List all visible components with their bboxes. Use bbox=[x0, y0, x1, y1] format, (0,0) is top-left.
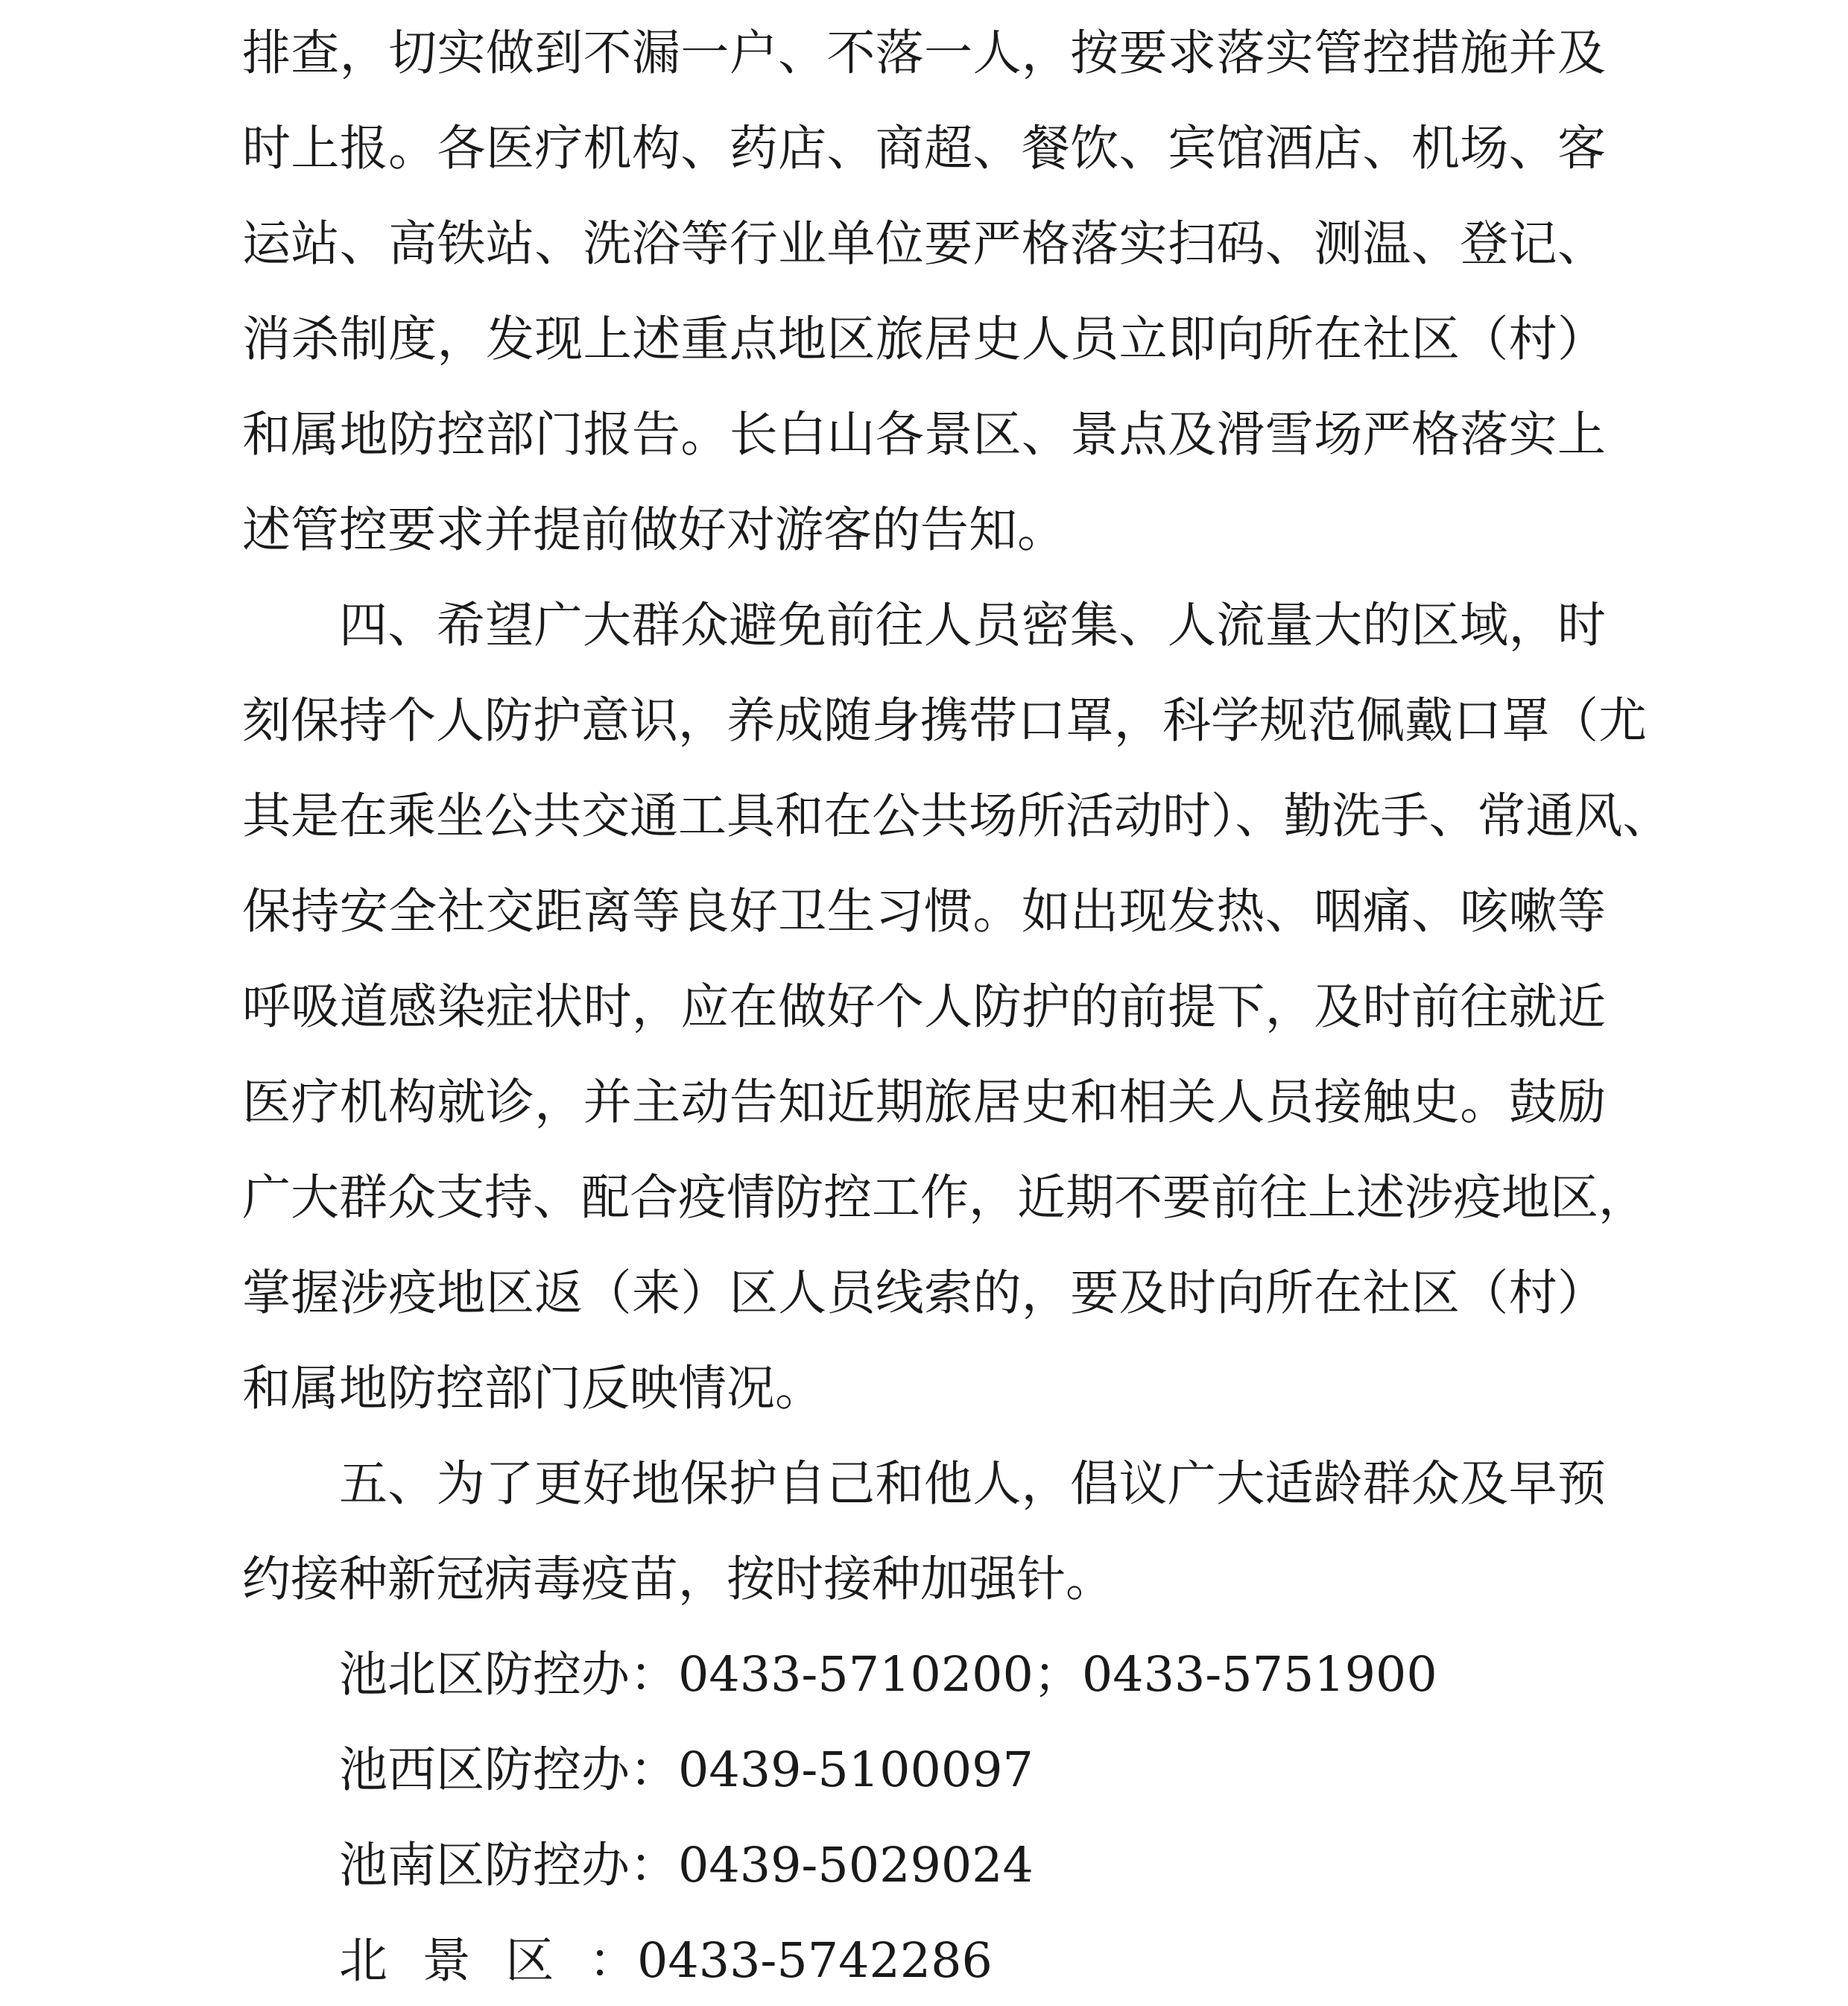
contact-chibei bbox=[339, 1638, 1437, 1712]
body-line-13: 广大群众支持、配合疫情防控工作，近期不要前往上述涉疫地区， bbox=[242, 1170, 1648, 1226]
body-line-17: 约接种新冠病毒疫苗，按时接种加强针。 bbox=[242, 1551, 1115, 1607]
section-four-first-line: 四、希望广大群众避免前往人员密集、人流量大的区域，时 bbox=[339, 598, 1606, 654]
body-line-14: 掌握涉疫地区返（来）区人员线索的，要及时向所在社区（村） bbox=[242, 1265, 1606, 1321]
body-line-3: 运站、高铁站、洗浴等行业单位要严格落实扫码、测温、登记、 bbox=[242, 216, 1606, 272]
body-line-5: 和属地防控部门报告。长白山各景区、景点及滑雪场严格落实上 bbox=[242, 407, 1606, 463]
body-line-10: 保持安全社交距离等良好卫生习惯。如出现发热、咽痛、咳嗽等 bbox=[242, 884, 1606, 940]
contact-label: 北景区： bbox=[339, 1933, 637, 1989]
body-line-11: 呼吸道感染症状时，应在做好个人防护的前提下，及时前往就近 bbox=[242, 979, 1606, 1035]
contact-label: 池北区防控办： bbox=[339, 1647, 679, 1703]
section-five-first-line: 五、为了更好地保护自己和他人，倡议广大适龄群众及早预 bbox=[339, 1456, 1606, 1512]
contact-label: 池南区防控办： bbox=[339, 1838, 679, 1893]
body-line-6: 述管控要求并提前做好对游客的告知。 bbox=[242, 502, 1066, 558]
body-line-2: 时上报。各医疗机构、药店、商超、餐饮、宾馆酒店、机场、客 bbox=[242, 121, 1606, 177]
contact-beijing bbox=[339, 1924, 993, 1999]
contact-chixi bbox=[339, 1733, 1034, 1808]
body-line-8: 刻保持个人防护意识，养成随身携带口罩，科学规范佩戴口罩（尤 bbox=[242, 693, 1648, 749]
contact-chinan bbox=[339, 1829, 1034, 1903]
body-line-1: 排查，切实做到不漏一户、不落一人，按要求落实管控措施并及 bbox=[242, 25, 1606, 81]
body-line-9: 其是在乘坐公共交通工具和在公共场所活动时）、勤洗手、常通风、 bbox=[242, 788, 1671, 844]
body-line-4: 消杀制度，发现上述重点地区旅居史人员立即向所在社区（村） bbox=[242, 311, 1606, 367]
body-line-15: 和属地防控部门反映情况。 bbox=[242, 1361, 824, 1417]
contact-phone: 0433-5742286 bbox=[637, 1933, 993, 1989]
body-line-12: 医疗机构就诊，并主动告知近期旅居史和相关人员接触史。鼓励 bbox=[242, 1075, 1606, 1130]
contact-phone: 0439-5029024 bbox=[678, 1838, 1034, 1893]
contact-phone: 0433-5710200；0433-5751900 bbox=[678, 1647, 1437, 1703]
contact-phone: 0439-5100097 bbox=[678, 1742, 1034, 1798]
contact-label: 池西区防控办： bbox=[339, 1742, 679, 1798]
